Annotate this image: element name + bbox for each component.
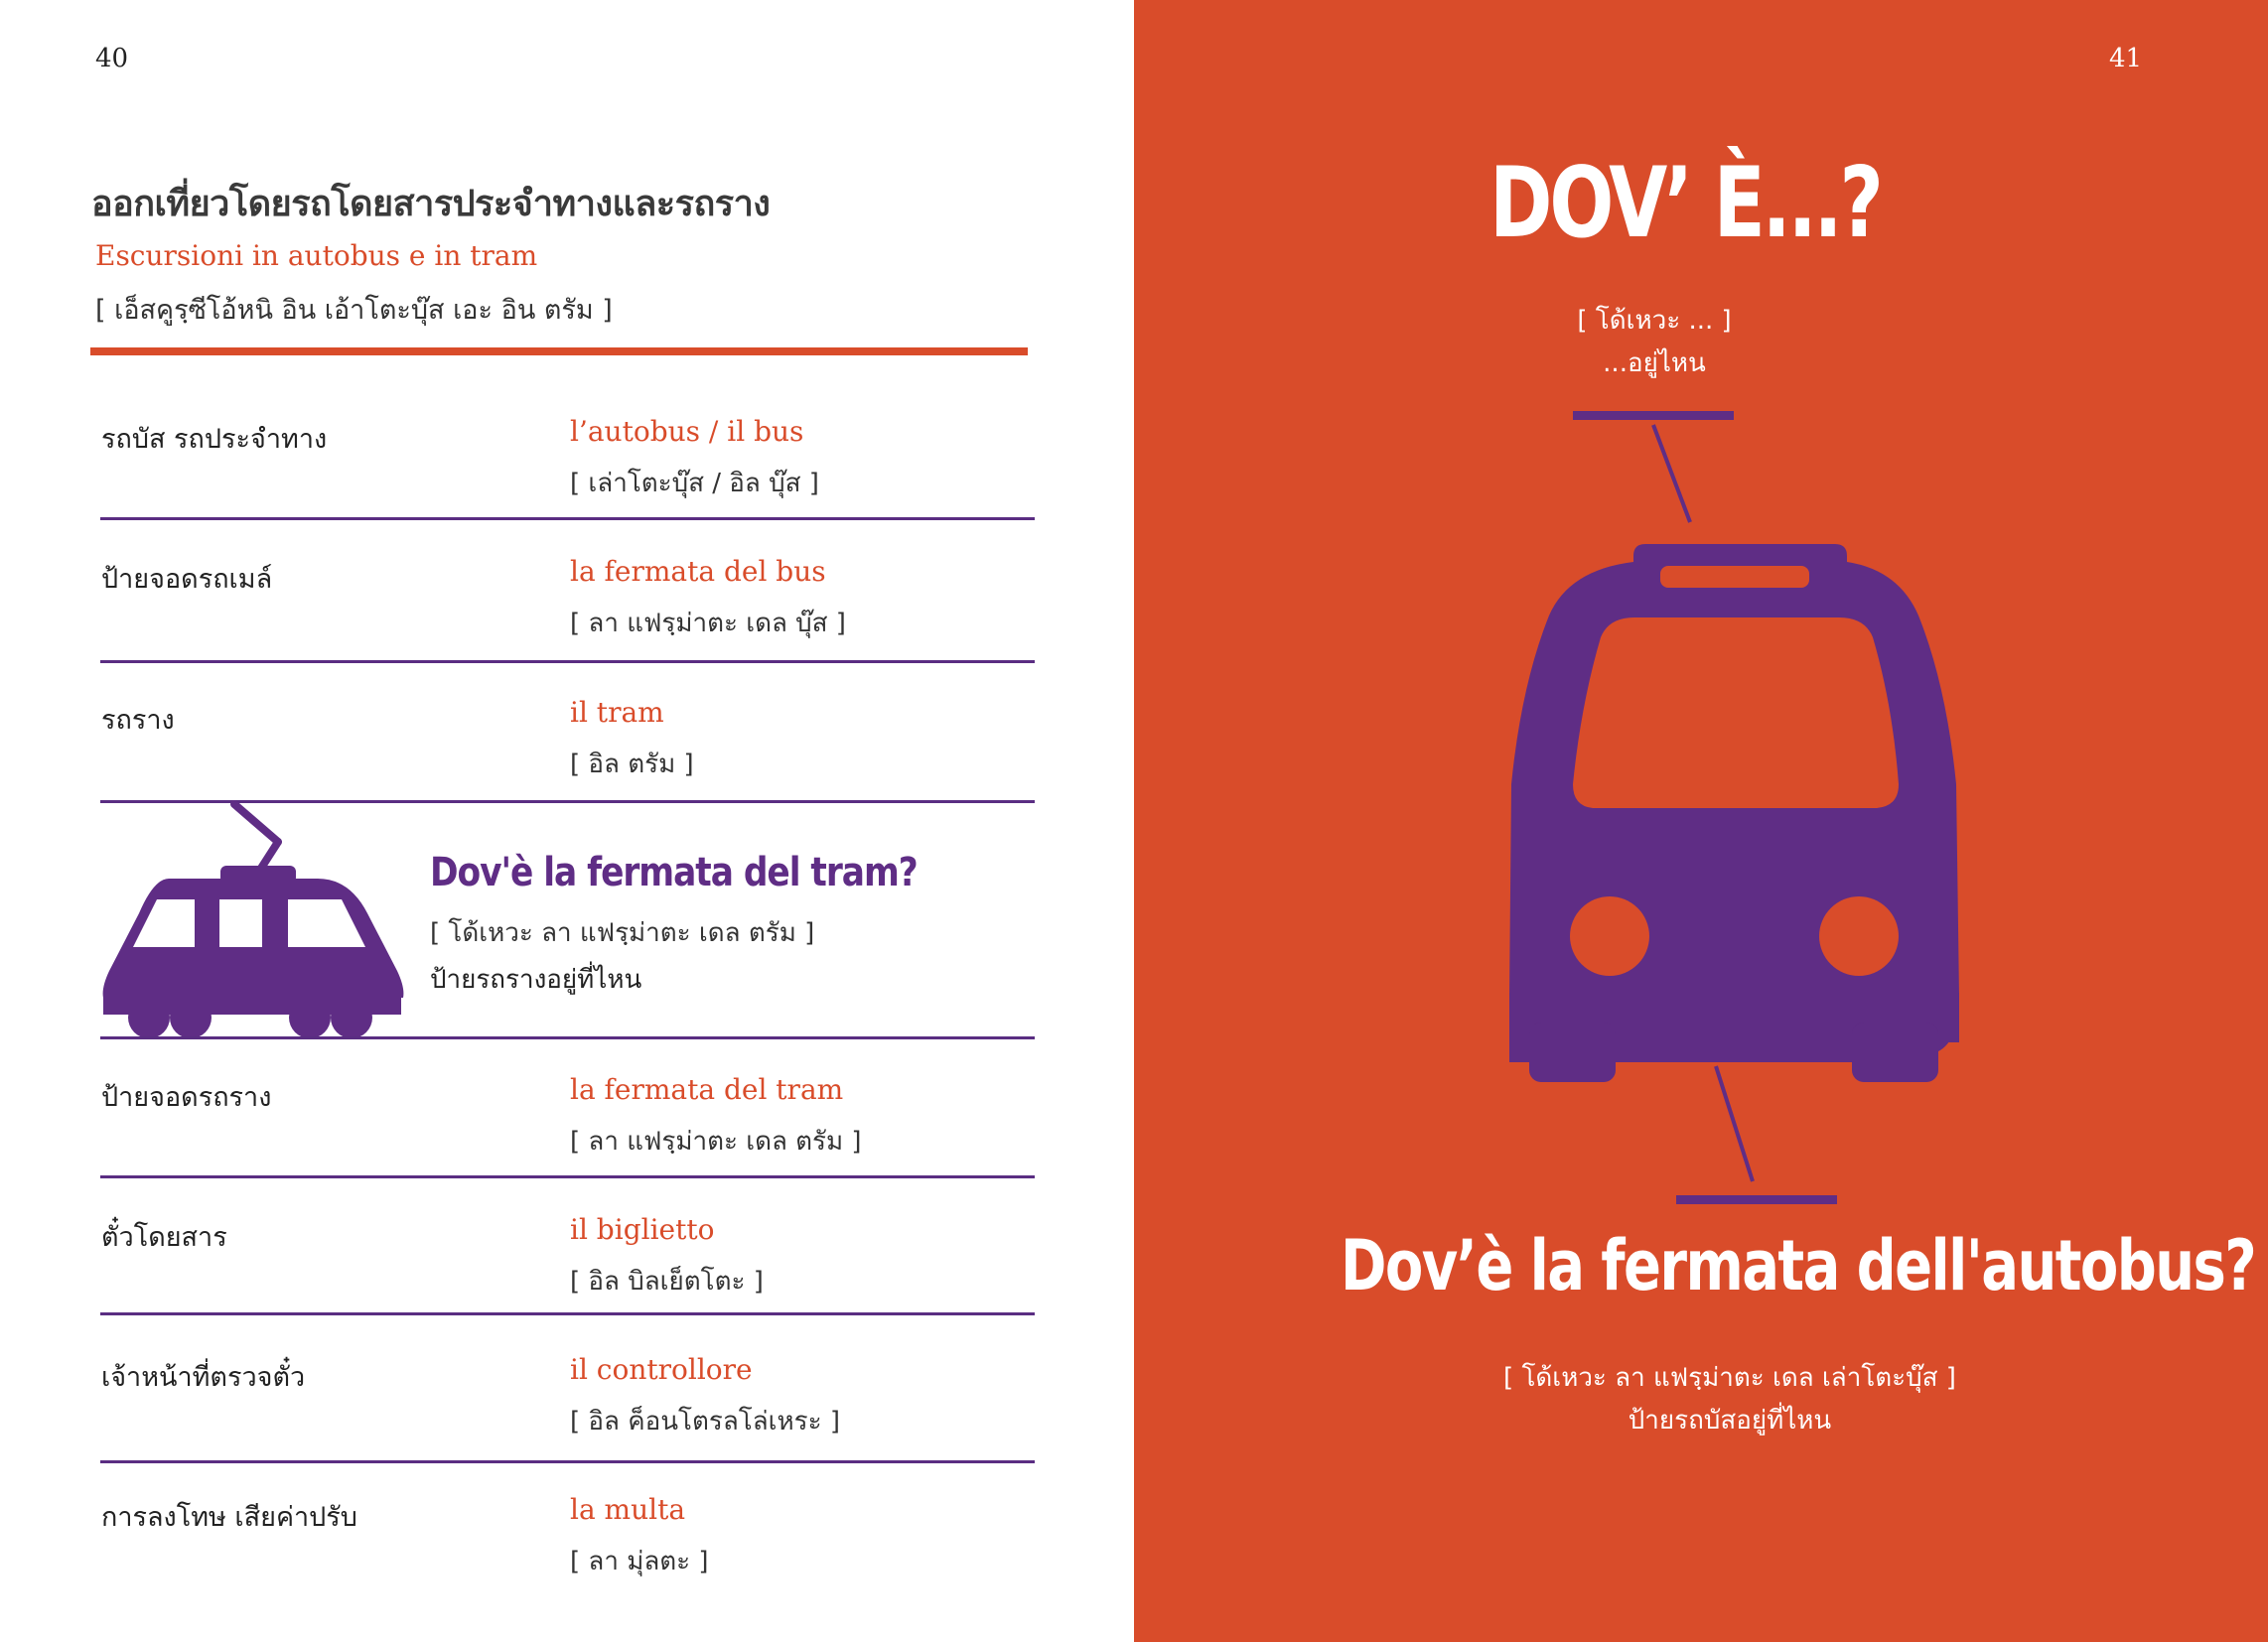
vocab-italian: il biglietto	[570, 1213, 715, 1246]
example-pronunciation: [ โด้เหวะ ลา แฟรฺม่าตะ เดล ตรัม ]	[430, 918, 815, 948]
vocab-thai: ป้ายจอดรถเมล์	[101, 564, 273, 595]
vocab-pronunciation: [ อิล ค็อนโตรลโล่เหระ ]	[570, 1407, 841, 1437]
vocab-italian: la multa	[570, 1493, 686, 1526]
vocab-thai: ป้ายจอดรถราง	[101, 1082, 272, 1113]
heading-pronunciation: [ โด้เหวะ ... ]	[1577, 306, 1732, 336]
example-italian: Dov'è la fermata del tram?	[430, 850, 918, 895]
vocab-italian: la fermata del bus	[570, 555, 826, 588]
section-title-thai: ออกเที่ยวโดยรถโดยสารประจำทางและรถราง	[91, 184, 771, 224]
example-thai: ป้ายรถรางอยู่ที่ไหน	[430, 965, 642, 995]
vocab-thai: ตั๋วโดยสาร	[101, 1222, 227, 1253]
vocab-thai: เจ้าหน้าที่ตรวจตั๋ว	[101, 1362, 306, 1393]
vocab-italian: l’autobus / il bus	[570, 415, 804, 448]
vocab-italian: la fermata del tram	[570, 1073, 844, 1106]
vocab-thai: การลงโทษ เสียค่าปรับ	[101, 1502, 357, 1533]
vocab-pronunciation: [ ลา แฟรฺม่าตะ เดล ตรัม ]	[570, 1127, 862, 1157]
row-divider	[100, 1460, 1035, 1463]
vocab-pronunciation: [ เล่าโตะบุ๊ส / อิล บุ๊ส ]	[570, 469, 819, 498]
question-pronunciation: [ โด้เหวะ ลา แฟรฺม่าตะ เดล เล่าโตะบุ๊ส ]	[1503, 1363, 1956, 1393]
question-italian: Dov’è la fermata dell'autobus?	[1341, 1225, 2256, 1306]
heading-dov-e: DOV’ È...?	[1489, 147, 1881, 260]
vocab-italian: il tram	[570, 696, 664, 729]
vocab-pronunciation: [ อิล บิลเย็ตโตะ ]	[570, 1267, 764, 1297]
vocab-pronunciation: [ อิล ตรัม ]	[570, 750, 694, 779]
row-divider	[100, 1312, 1035, 1315]
heading-thai: ...อยู่ไหน	[1603, 348, 1706, 378]
vocab-italian: il controllore	[570, 1353, 753, 1386]
page-number-right: 41	[2109, 44, 2143, 73]
row-divider	[100, 1175, 1035, 1178]
vocab-pronunciation: [ ลา แฟรฺม่าตะ เดล บุ๊ส ]	[570, 609, 846, 638]
section-title-italian: Escursioni in autobus e in tram	[95, 239, 538, 272]
vocab-thai: รถบัส รถประจำทาง	[101, 424, 328, 455]
section-title-pronunciation: [ เอ็สคูรฺซีโอ้หนิ อิน เอ้าโตะบุ๊ส เอะ อิน ตรัม ]	[95, 295, 613, 326]
question-thai: ป้ายรถบัสอยู่ที่ไหน	[1628, 1406, 1832, 1436]
page-number-left: 40	[95, 44, 129, 73]
row-divider	[100, 1036, 1035, 1039]
vocab-thai: รถราง	[101, 705, 175, 736]
vocab-pronunciation: [ ลา มุ่ลตะ ]	[570, 1547, 709, 1576]
